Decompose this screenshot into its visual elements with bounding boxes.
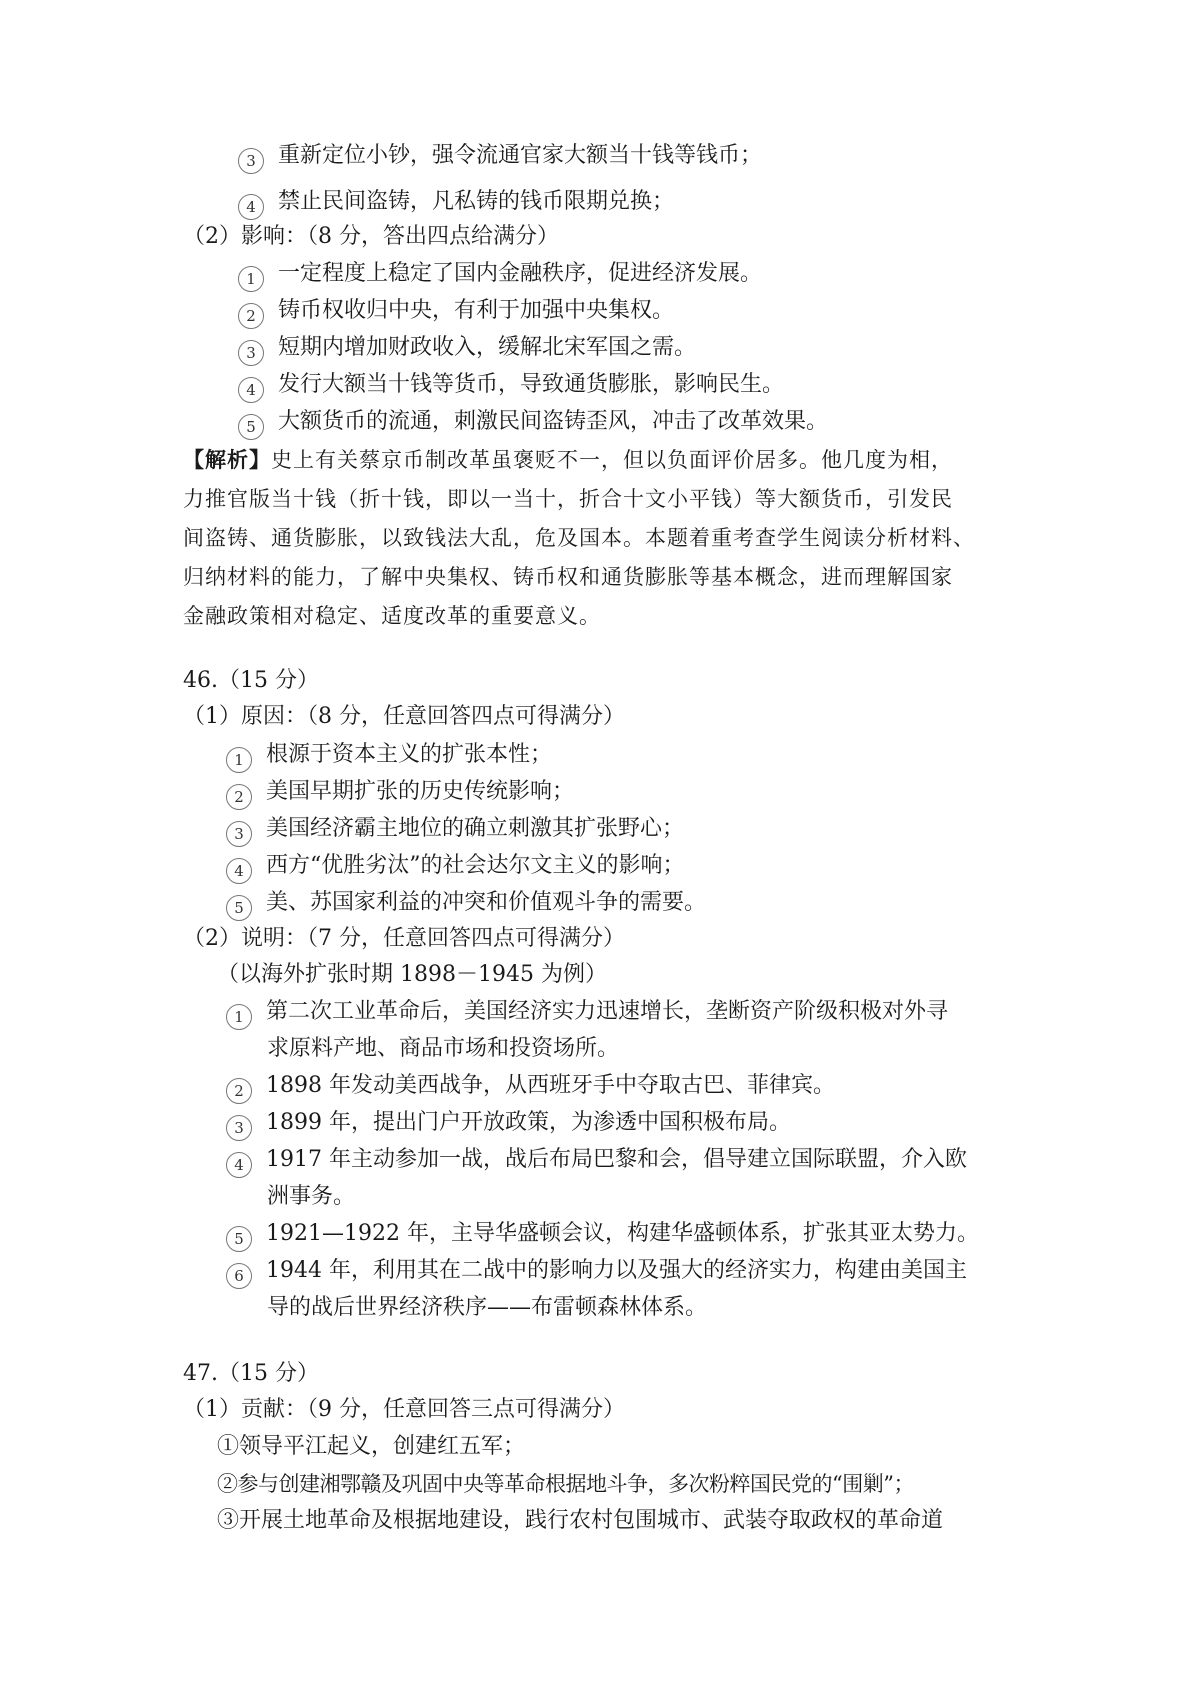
circled-number: 4 [226,858,252,884]
contribution-item: ③开展土地革命及根据地建设，践行农村包围城市、武装夺取政权的革命道 [217,1508,944,1533]
reason-item: 2 美国早期扩张的历史传统影响； [226,777,574,810]
circled-number: 1 [226,747,252,773]
circled-number: 2 [226,1078,252,1104]
question-47-title: 47.（15 分） [183,1361,319,1386]
reason-item: 3 美国经济霸主地位的确立刺激其扩张野心； [226,814,684,847]
circled-number: 5 [226,1226,252,1252]
circled-number: 1 [238,266,264,292]
circled-number: 5 [226,895,252,921]
analysis-line: 间盗铸、通货膨胀，以致钱法大乱，危及国本。本题着重考查学生阅读分析材料、 [183,526,975,550]
impact-item: 3 短期内增加财政收入，缓解北宋军国之需。 [238,333,696,366]
circled-number: 4 [226,1152,252,1178]
explanation-item: 2 1898 年发动美西战争，从西班牙手中夺取古巴、菲律宾。 [226,1071,835,1104]
circled-number: 4 [238,377,264,403]
circled-number: 3 [226,821,252,847]
explanation-item: 3 1899 年，提出门户开放政策，为渗透中国积极布局。 [226,1108,791,1141]
explanation-heading: （2）说明：（7 分，任意回答四点可得满分） [183,926,625,951]
circled-number: 3 [238,148,264,174]
contribution-heading: （1）贡献：（9 分，任意回答三点可得满分） [183,1397,625,1422]
circled-number: 1 [226,1004,252,1030]
circled-number: 4 [238,194,264,220]
contribution-item: ②参与创建湘鄂赣及巩固中央等革命根据地斗争，多次粉粹国民党的“围剿”； [217,1472,914,1496]
circled-number: 3 [238,340,264,366]
analysis-line: 金融政策相对稳定、适度改革的重要意义。 [183,604,601,628]
analysis-tag: 【解析】 [183,448,271,472]
reason-heading: （1）原因：（8 分，任意回答四点可得满分） [183,704,625,729]
explanation-item: 4 1917 年主动参加一战，战后布局巴黎和会，倡导建立国际联盟，介入欧 [226,1145,967,1178]
reason-item: 5 美、苏国家利益的冲突和价值观斗争的需要。 [226,888,706,921]
contribution-item: ①领导平江起义，创建红五军； [217,1434,526,1459]
analysis-line: 【解析】史上有关蔡京币制改革虽褒贬不一，但以负面评价居多。他几度为相， [183,448,953,472]
impact-item: 2 铸币权收归中央，有利于加强中央集权。 [238,296,674,329]
explanation-item: 1 第二次工业革命后，美国经济实力迅速增长，垄断资产阶级积极对外寻 [226,997,948,1030]
reason-item: 1 根源于资本主义的扩张本性； [226,740,552,773]
policy-item-3: 3 重新定位小钞，强令流通官家大额当十钱等钱币； [238,141,762,174]
circled-number: 2 [226,784,252,810]
explanation-continuation: 求原料产地、商品市场和投资场所。 [267,1036,620,1061]
explanation-item: 6 1944 年，利用其在二战中的影响力以及强大的经济实力，构建由美国主 [226,1256,967,1289]
impact-item: 1 一定程度上稳定了国内金融秩序，促进经济发展。 [238,259,762,292]
circled-number: 2 [238,303,264,329]
policy-item-4: 4 禁止民间盗铸，凡私铸的钱币限期兑换； [238,187,674,220]
question-46-title: 46.（15 分） [183,668,319,693]
analysis-line: 归纳材料的能力，了解中央集权、铸币权和通货膨胀等基本概念，进而理解国家 [183,565,953,589]
explanation-note: （以海外扩张时期 1898－1945 为例） [217,962,607,987]
reason-item: 4 西方“优胜劣汰”的社会达尔文主义的影响； [226,851,685,884]
impact-item: 5 大额货币的流通，刺激民间盗铸歪风，冲击了改革效果。 [238,407,828,440]
impact-item: 4 发行大额当十钱等货币，导致通货膨胀，影响民生。 [238,370,784,403]
analysis-line: 力推官版当十钱（折十钱，即以一当十，折合十文小平钱）等大额货币，引发民 [183,487,953,511]
explanation-item: 5 1921—1922 年，主导华盛顿会议，构建华盛顿体系，扩张其亚太势力。 [226,1219,979,1252]
explanation-continuation: 导的战后世界经济秩序——布雷顿森林体系。 [267,1295,708,1320]
circled-number: 3 [226,1115,252,1141]
circled-number: 6 [226,1263,252,1289]
impact-heading: （2）影响：（8 分，答出四点给满分） [183,224,559,249]
circled-number: 5 [238,414,264,440]
explanation-continuation: 洲事务。 [267,1184,356,1209]
